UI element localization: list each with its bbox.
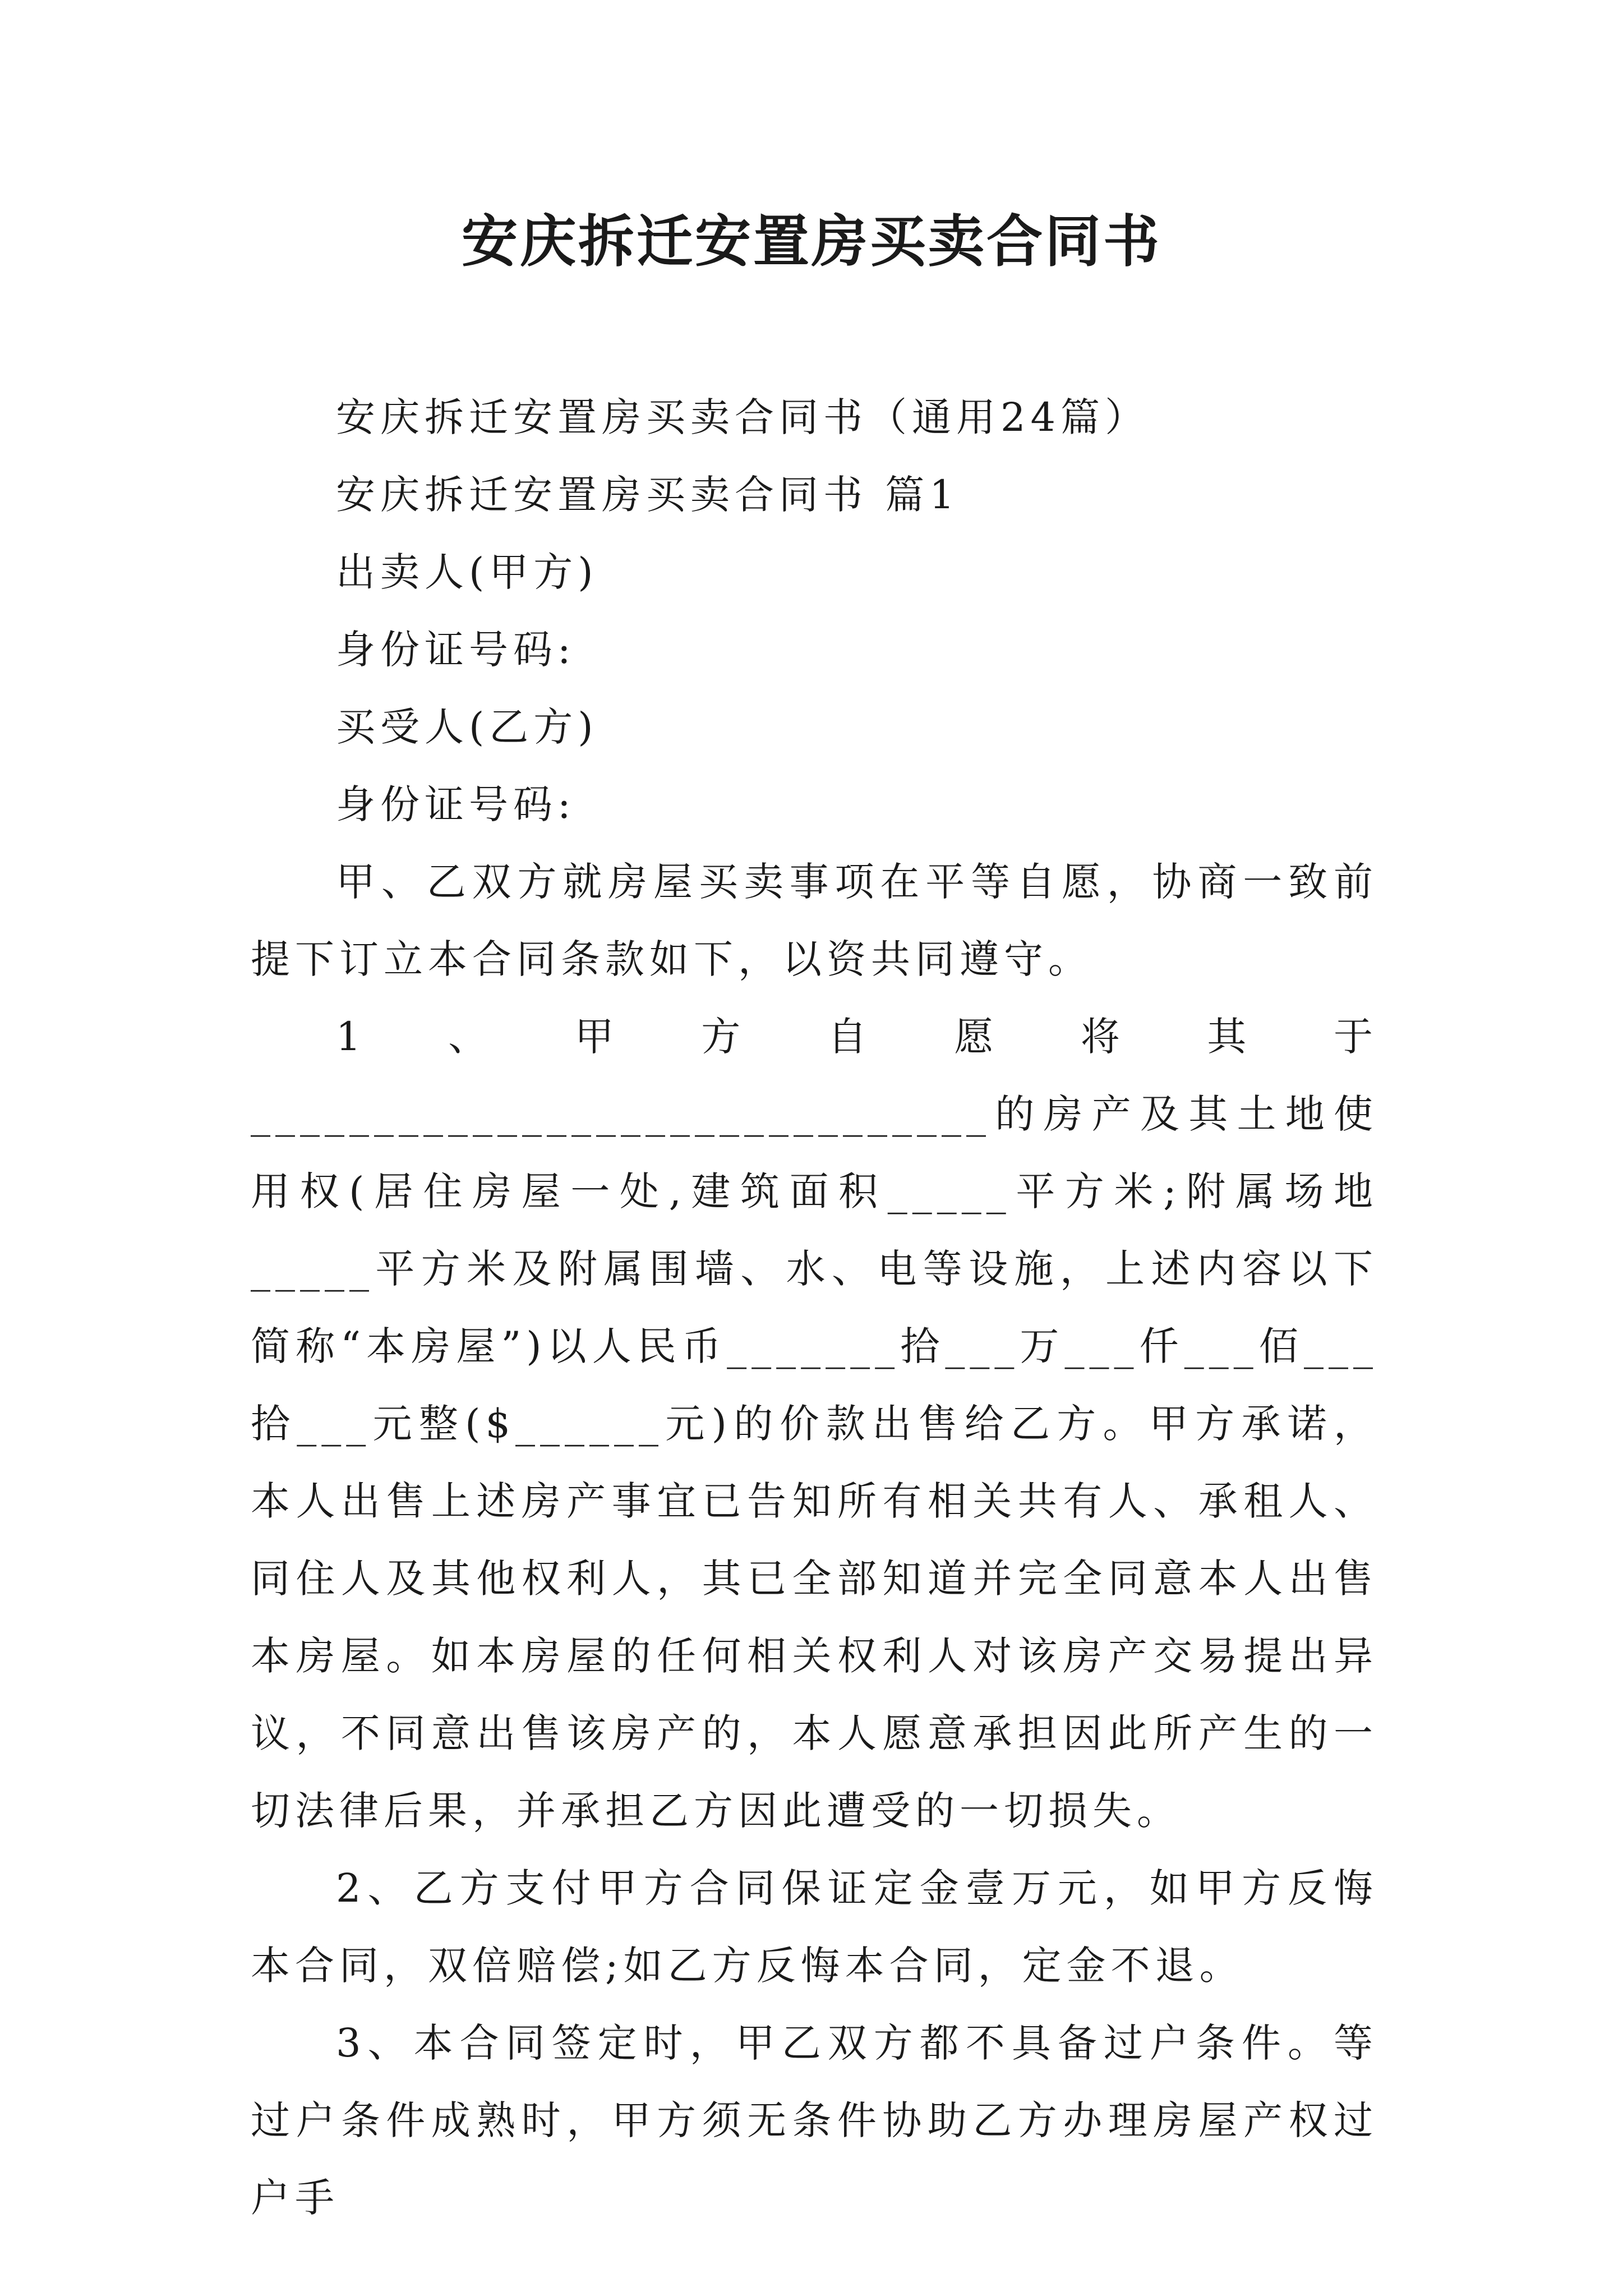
clause-1-paragraph: 1、甲方自愿将其于______________________________的房产及其土地使用权(居住房屋一处,建筑面积_____平方米;附属场地_____平方米及附属围墙、水、电等设施，上述内容以下简称“本房屋”)以人民币_______拾___万___仟___佰___拾___元整($______元)的价款出售给乙方。甲方承诺，本人出售上述房产事宜已告知所有相关共有人、承租人、同住人及其他权利人，其已全部知道并完全同意本人出售本房屋。如本房屋的任何相关权利人对该房产交易提出异议，不同意出售该房产的，本人愿意承担因此所产生的一切法律后果，并承担乙方因此遭受的一切损失。 bbox=[251, 1014, 1378, 1834]
buyer-label: 买受人(乙方) bbox=[336, 704, 598, 750]
buyer-id-label: 身份证号码: bbox=[336, 781, 576, 827]
clause-3-paragraph: 3、本合同签定时，甲乙双方都不具备过户条件。等过户条件成熟时，甲方须无条件协助乙方办理房屋产权过户手 bbox=[251, 2020, 1378, 2221]
intro-paragraph: 甲、乙双方就房屋买卖事项在平等自愿，协商一致前提下订立本合同条款如下，以资共同遵守。 bbox=[251, 859, 1378, 982]
document-title: 安庆拆迁安置房买卖合同书 bbox=[462, 208, 1161, 274]
clause-2-paragraph: 2、乙方支付甲方合同保证定金壹万元，如甲方反悔本合同，双倍赔偿;如乙方反悔本合同，定金不退。 bbox=[251, 1865, 1378, 1989]
document-subtitle: 安庆拆迁安置房买卖合同书（通用24篇） bbox=[336, 394, 1150, 440]
seller-label: 出卖人(甲方) bbox=[336, 549, 598, 595]
section-heading: 安庆拆迁安置房买卖合同书 篇1 bbox=[336, 472, 960, 518]
seller-id-label: 身份证号码: bbox=[336, 627, 576, 673]
document-body bbox=[251, 379, 1378, 2237]
